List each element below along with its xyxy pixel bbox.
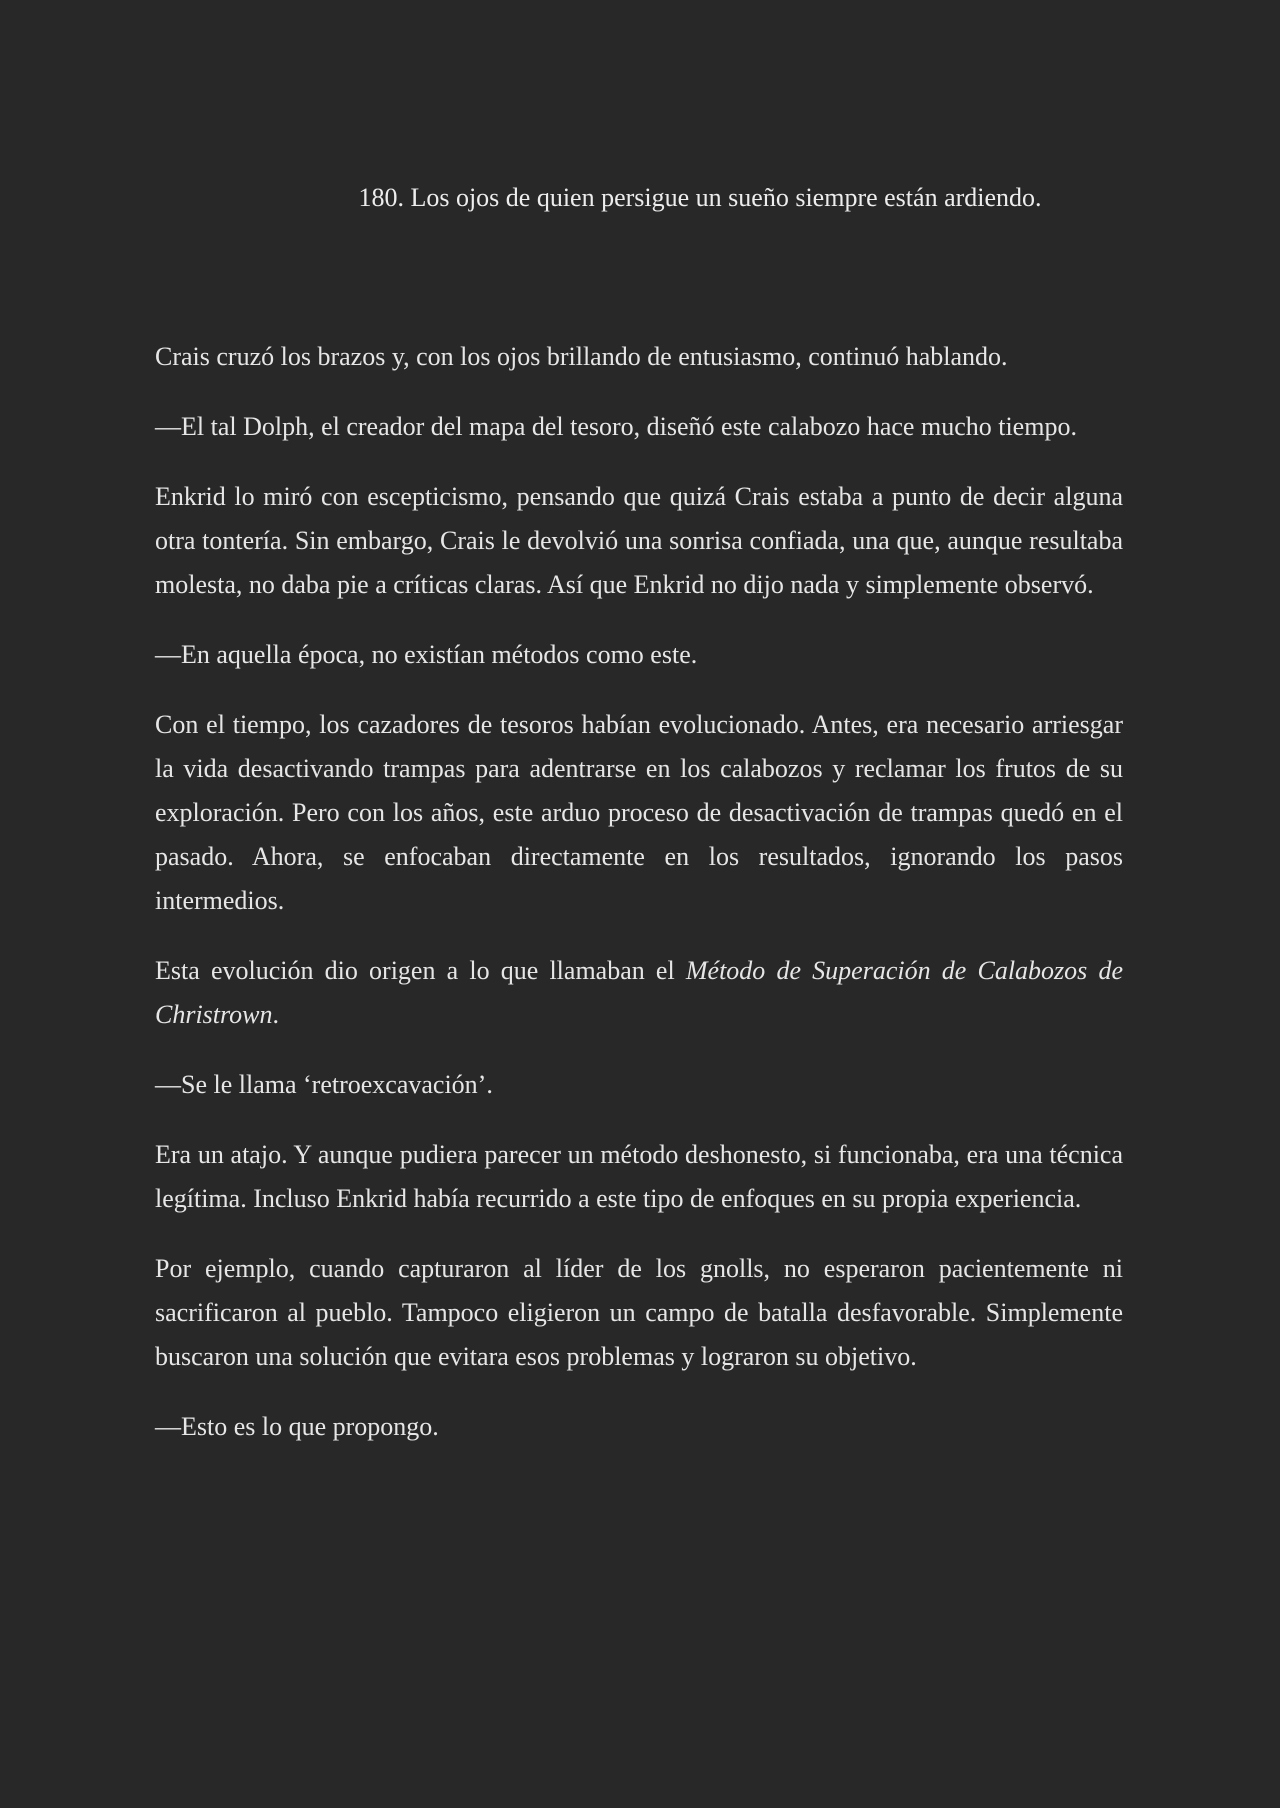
chapter-body (155, 335, 1123, 1475)
dialogue-paragraph: —En aquella época, no existían métodos como este. (155, 640, 698, 669)
paragraph: Con el tiempo, los cazadores de tesoros habían evolucionado. Antes, era necesario arriesgar la vida desactivando trampas para adentrarse en los calabozos y reclamar los frutos de su exploración. Pero con los años, este arduo proceso de desactivación de trampas quedó en el pasado. Ahora, se enfocaban directamente en los resultados, ignorando los pasos intermedios. (155, 710, 1123, 915)
method-name-italic: Método de Superación de Calabozos de Christrown (155, 956, 1124, 1029)
chapter-title: 180. Los ojos de quien persigue un sueño siempre están ardiendo. (358, 183, 1042, 212)
paragraph-text: Esta evolución dio origen a lo que llamaban el (155, 956, 686, 985)
dialogue-paragraph: —El tal Dolph, el creador del mapa del tesoro, diseñó este calabozo hace mucho tiempo. (155, 412, 1077, 441)
paragraph: Crais cruzó los brazos y, con los ojos brillando de entusiasmo, continuó hablando. (155, 342, 1008, 371)
paragraph: Por ejemplo, cuando capturaron al líder de los gnolls, no esperaron pacientemente ni sacrificaron al pueblo. Tampoco eligieron un campo de batalla desfavorable. Simplemente buscaron una solución que evitara esos problemas y lograron su objetivo. (155, 1254, 1123, 1371)
dialogue-paragraph: —Esto es lo que propongo. (155, 1412, 439, 1441)
paragraph: Era un atajo. Y aunque pudiera parecer un método deshonesto, si funcionaba, era una técnica legítima. Incluso Enkrid había recurrido a este tipo de enfoques en su propia experiencia. (155, 1140, 1123, 1213)
paragraph-with-emphasis (155, 949, 1123, 1037)
dialogue-paragraph: —Se le llama ‘retroexcavación’. (155, 1070, 493, 1099)
paragraph: Enkrid lo miró con escepticismo, pensando que quizá Crais estaba a punto de decir alguna otra tontería. Sin embargo, Crais le devolvió una sonrisa confiada, una que, aunque resultaba molesta, no daba pie a críticas claras. Así que Enkrid no dijo nada y simplemente observó. (155, 482, 1123, 599)
paragraph-text: . (272, 1000, 280, 1029)
